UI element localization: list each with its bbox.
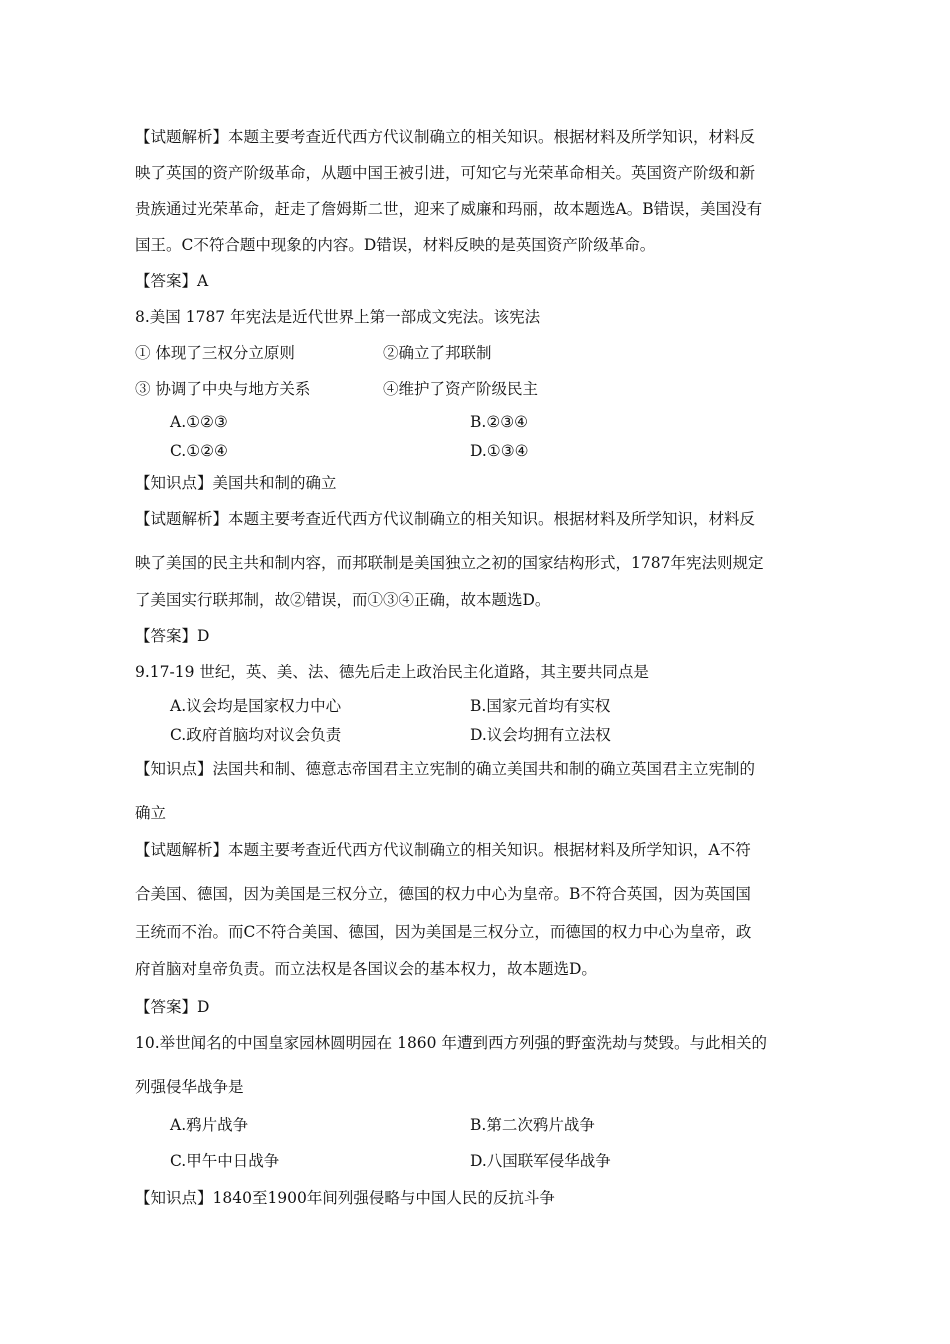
- q10-option-b: B.第二次鸦片战争: [470, 1116, 595, 1134]
- q8-option-b: B.②③④: [470, 413, 529, 431]
- q10-option-c: C.甲午中日战争: [170, 1152, 280, 1170]
- q9-knowledge-point-line-1: 【知识点】法国共和制、德意志帝国君主立宪制的确立美国共和制的确立英国君主立宪制的: [135, 760, 756, 778]
- q8-knowledge-point: 【知识点】美国共和制的确立: [135, 474, 337, 492]
- q10-option-d: D.八国联军侵华战争: [470, 1152, 611, 1170]
- q8-option-c: C.①②④: [170, 442, 228, 460]
- q10-knowledge-point: 【知识点】1840至1900年间列强侵略与中国人民的反抗斗争: [135, 1189, 555, 1207]
- q8-statement-4: ④维护了资产阶级民主: [383, 380, 539, 398]
- q9-explanation-line-3: 王统而不治。而C不符合美国、德国，因为美国是三权分立，而德国的权力中心为皇帝，政: [135, 923, 752, 941]
- q9-option-c: C.政府首脑均对议会负责: [170, 726, 342, 744]
- q7-explanation-line-1: 【试题解析】本题主要考查近代西方代议制确立的相关知识。根据材料及所学知识，材料反: [135, 128, 756, 146]
- q7-explanation-line-4: 国王。C不符合题中现象的内容。D错误，材料反映的是英国资产阶级革命。: [135, 236, 656, 254]
- q7-explanation-line-2: 映了英国的资产阶级革命，从题中国王被引进，可知它与光荣革命相关。英国资产阶级和新: [135, 164, 756, 182]
- q8-explanation-line-3: 了美国实行联邦制，故②错误，而①③④正确，故本题选D。: [135, 591, 551, 609]
- q9-answer: 【答案】D: [135, 998, 210, 1016]
- q7-answer: 【答案】A: [135, 272, 209, 290]
- q9-explanation-line-1: 【试题解析】本题主要考查近代西方代议制确立的相关知识。根据材料及所学知识，A不符: [135, 841, 751, 859]
- q10-option-a: A.鸦片战争: [170, 1116, 249, 1134]
- q8-statement-1: ① 体现了三权分立原则: [135, 344, 295, 362]
- q9-option-a: A.议会均是国家权力中心: [170, 697, 342, 715]
- q8-explanation-line-2: 映了美国的民主共和制内容，而邦联制是美国独立之初的国家结构形式，1787年宪法则规定: [135, 554, 764, 572]
- q9-explanation-line-4: 府首脑对皇帝负责。而立法权是各国议会的基本权力，故本题选D。: [135, 960, 597, 978]
- q8-explanation-line-1: 【试题解析】本题主要考查近代西方代议制确立的相关知识。根据材料及所学知识，材料反: [135, 510, 756, 528]
- q9-explanation-line-2: 合美国、德国，因为美国是三权分立，德国的权力中心为皇帝。B不符合英国，因为英国国: [135, 885, 751, 903]
- q9-option-d: D.议会均拥有立法权: [470, 726, 611, 744]
- q8-option-a: A.①②③: [170, 413, 228, 431]
- q8-statement-3: ③ 协调了中央与地方关系: [135, 380, 311, 398]
- q8-statement-2: ②确立了邦联制: [383, 344, 492, 362]
- q9-option-b: B.国家元首均有实权: [470, 697, 611, 715]
- q8-option-d: D.①③④: [470, 442, 529, 460]
- q10-stem-line-2: 列强侵华战争是: [135, 1078, 244, 1096]
- q10-stem-line-1: 10.举世闻名的中国皇家园林圆明园在 1860 年遭到西方列强的野蛮洗劫与焚毁。与此相关的: [135, 1034, 767, 1052]
- q8-stem: 8.美国 1787 年宪法是近代世界上第一部成文宪法。该宪法: [135, 308, 541, 326]
- q9-knowledge-point-line-2: 确立: [135, 804, 167, 822]
- q8-answer: 【答案】D: [135, 627, 210, 645]
- q9-stem: 9.17-19 世纪，英、美、法、德先后走上政治民主化道路，其主要共同点是: [135, 663, 649, 681]
- q7-explanation-line-3: 贵族通过光荣革命，赶走了詹姆斯二世，迎来了威廉和玛丽，故本题选A。B错误，美国没有: [135, 200, 763, 218]
